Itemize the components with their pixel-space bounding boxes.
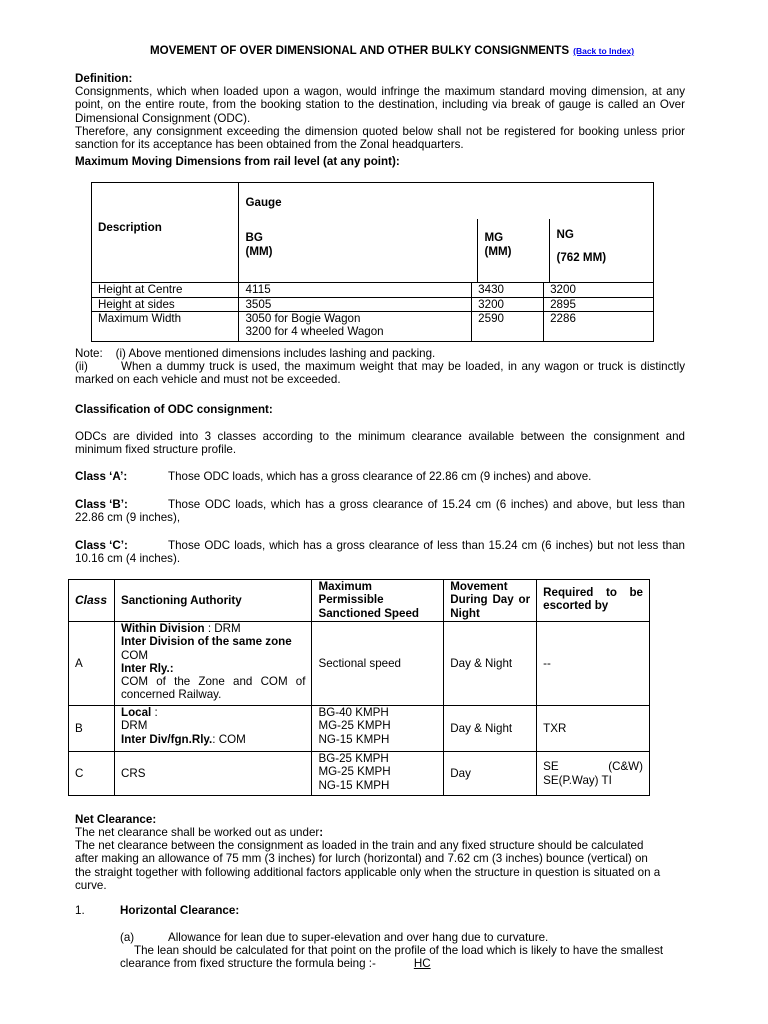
table-row: Maximum Width 3050 for Bogie Wagon 3200 for 4 wheeled Wagon 2590 2286	[92, 311, 654, 341]
class-b-text: Those ODC loads, which has a gross clearance of 15.24 cm (6 inches) and above, but less than 22.86 cm (9 inches),	[75, 498, 685, 525]
back-to-index-link[interactable]: (Back to Index)	[573, 46, 635, 56]
horizontal-clearance-heading: Horizontal Clearance:	[120, 904, 240, 917]
speed-header: Maximum Permissible Sanctioned Speed	[312, 580, 444, 622]
item-a-text: Allowance for lean due to super-elevation and over hang due to curvature.	[168, 931, 549, 944]
note-2-number: (ii)	[75, 360, 88, 373]
gauge-header: Gauge BG (MM) MG (MM) NG (762 MM)	[239, 183, 654, 283]
dimensions-table	[91, 182, 654, 342]
definition-paragraph-2: Therefore, any consignment exceeding the dimension quoted below shall not be registered for booking unless prior sanction for its acceptance has been obtained from the Zonal headquarters.	[75, 125, 685, 152]
table-row: C CRS BG-25 KMPH MG-25 KMPH NG-15 KMPH Day SE (C&W) SE(P.Way) TI	[69, 752, 650, 796]
mg-header: MG (MM)	[478, 219, 550, 282]
table-row: A Within Division : DRM Inter Division of the same zone COM Inter Rly.: COM of the Zone and COM of concerned Railway. Sectional speed Day & Night --	[69, 622, 650, 706]
classification-intro: ODCs are divided into 3 classes according to the minimum clearance available between the consignment and minimum fixed structure profile.	[75, 430, 685, 457]
table-row: Height at Centre 4115 3430 3200	[92, 283, 654, 297]
definition-heading: Definition:	[75, 72, 133, 85]
class-a-label: Class ‘A’:	[75, 470, 128, 483]
dimensions-heading: Maximum Moving Dimensions from rail level (at any point):	[75, 155, 400, 168]
definition-paragraph-1: Consignments, which when loaded upon a wagon, would infringe the maximum standard moving dimension, at any point, on the entire route, from the booking station to the destination, including via break of gauge is called an Over Dimensional Consignment (ODC).	[75, 85, 685, 125]
authority-header: Sanctioning Authority	[114, 580, 312, 622]
class-table	[68, 579, 650, 796]
note-2: When a dummy truck is used, the maximum weight that may be loaded, in any wagon or truck is distinctly marked on each vehicle and must not be exceeded.	[75, 360, 685, 387]
bg-header: BG (MM)	[239, 219, 478, 282]
class-c-label: Class ‘C’:	[75, 539, 128, 552]
description-header: Description	[92, 183, 239, 283]
ng-header: NG (762 MM)	[556, 228, 607, 264]
net-clearance-intro: The net clearance shall be worked out as under:	[75, 826, 324, 839]
item-a-number: (a)	[120, 931, 135, 944]
hc-label: HC	[413, 957, 431, 971]
net-clearance-heading: Net Clearance:	[75, 813, 157, 826]
note-1: Note: (i) Above mentioned dimensions includes lashing and packing.	[75, 347, 436, 360]
table-header-row	[69, 580, 650, 622]
class-c-text: Those ODC loads, which has a gross clearance of less than 15.24 cm (6 inches) but not less than 10.16 cm (4 inches).	[75, 539, 685, 566]
class-a-text: Those ODC loads, which has a gross clearance of 22.86 cm (9 inches) and above.	[168, 470, 592, 483]
page-title	[150, 44, 634, 58]
title-text: MOVEMENT OF OVER DIMENSIONAL AND OTHER BULKY CONSIGNMENTS	[150, 44, 570, 57]
class-b-label: Class ‘B’:	[75, 498, 128, 511]
item-a-paragraph: The lean should be calculated for that point on the profile of the load which is likely to have the smallest clearance from fixed structure the formula being :- HC	[120, 944, 664, 971]
net-clearance-paragraph: The net clearance between the consignment as loaded in the train and any fixed structure should be calculated after making an allowance of 75 mm (3 inches) for lurch (horizontal) and 7.62 cm (3 inches) bounce (vertical) on the straight together with following additional factors applicable only when the structure in question is situated on a curve.	[75, 839, 661, 892]
class-header: Class	[69, 580, 115, 622]
classification-heading: Classification of ODC consignment:	[75, 403, 273, 416]
table-row: Height at sides 3505 3200 2895	[92, 297, 654, 311]
escort-header: Required to be escorted by	[537, 580, 650, 622]
table-row: B Local : DRM Inter Div/fgn.Rly.: COM BG-40 KMPH MG-25 KMPH NG-15 KMPH Day & Night TXR	[69, 706, 650, 752]
horizontal-clearance-number: 1.	[75, 904, 85, 917]
movement-header: Movement During Day or Night	[444, 580, 537, 622]
